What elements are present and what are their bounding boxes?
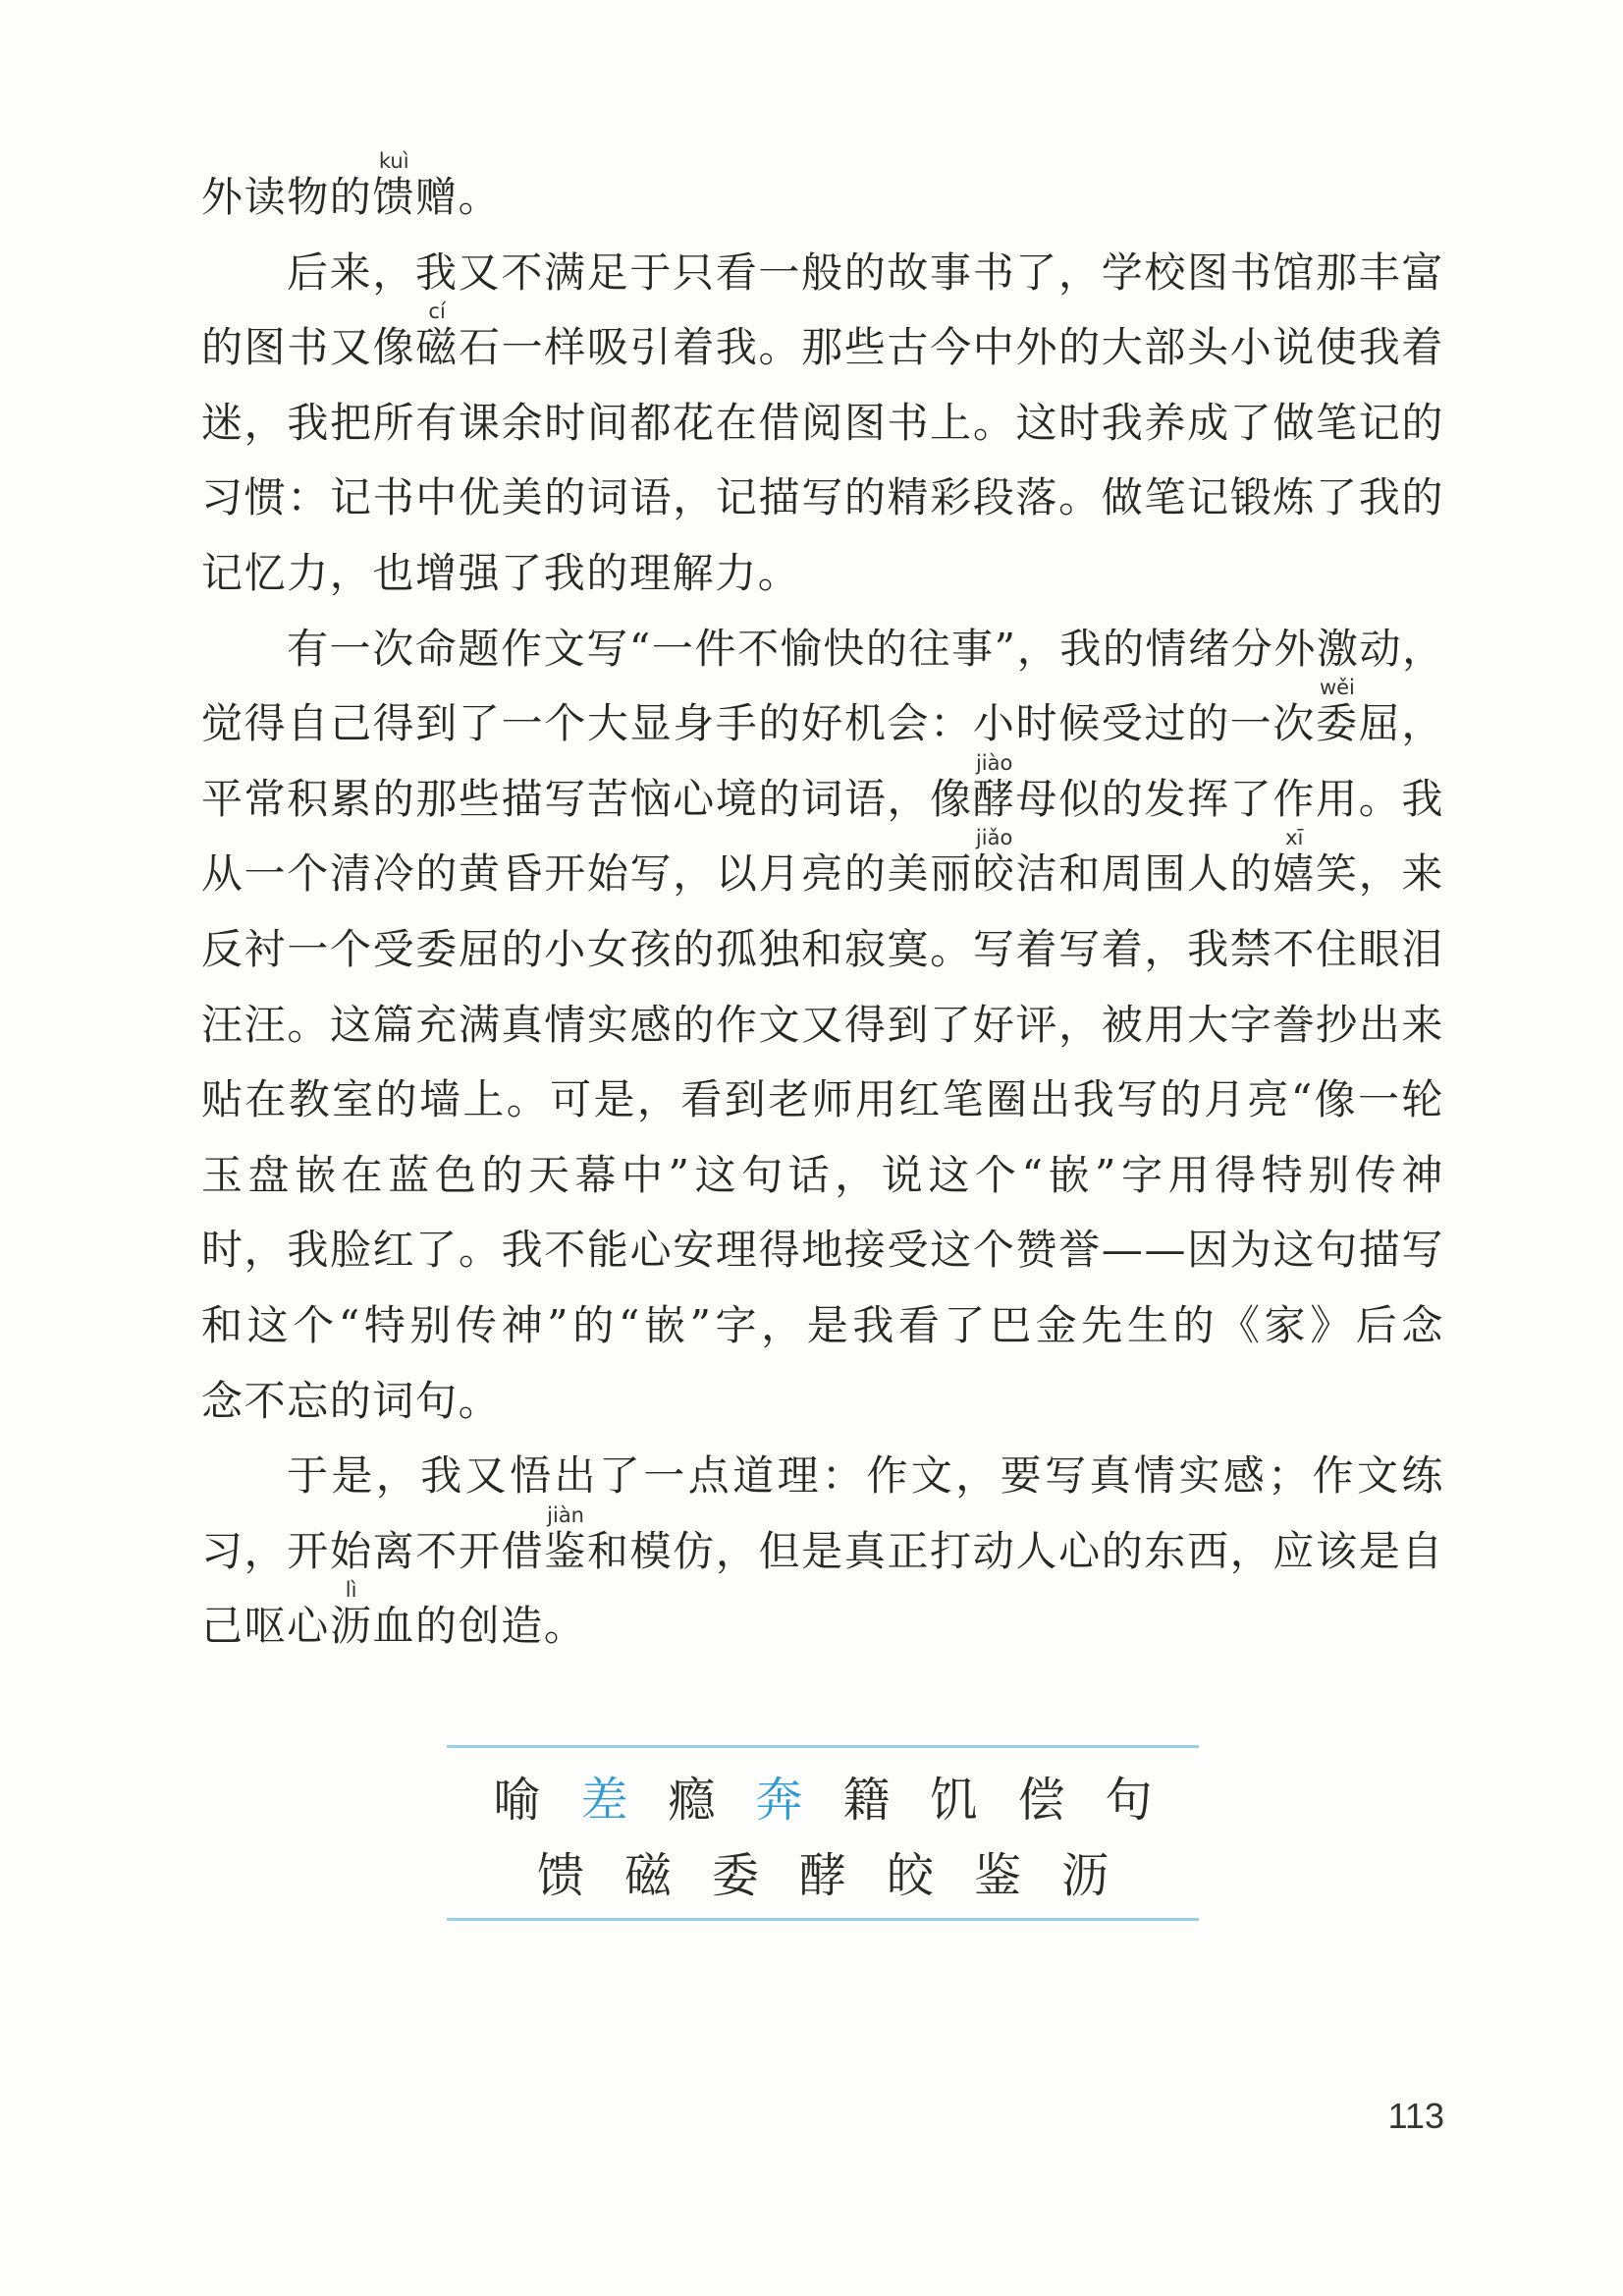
text-run: 己呕心: [201, 1602, 330, 1651]
text-line: [201, 149, 1444, 236]
text-line: [201, 1503, 1444, 1590]
annotated-character: [372, 149, 416, 221]
pinyin-annotation: jiàn: [547, 1503, 585, 1527]
text-run: 笑，来: [1316, 849, 1444, 899]
pinyin-annotation: cí: [428, 300, 446, 324]
text-run: 汪汪。这篇充满真情实感的作文又得到了好评，被用大字誊抄出来: [201, 1000, 1444, 1049]
annotated-character: [415, 300, 459, 372]
text-run: 和模仿，但是真正打动人心的东西，应该是自: [586, 1526, 1444, 1575]
text-run: 平常积累的那些描写苦恼心境的词语，像: [201, 774, 973, 823]
annotated-character: [1316, 676, 1359, 748]
annotated-character-text: 磁: [415, 323, 459, 372]
text-run: 石一样吸引着我。那些古今中外的大部头小说使我着: [458, 323, 1444, 372]
text-run: 念不忘的词句。: [201, 1376, 502, 1425]
vocabulary-character: 奔: [755, 1773, 803, 1828]
annotated-character-text: 委: [1316, 699, 1359, 748]
annotated-character: [329, 1578, 373, 1651]
text-run: 迷，我把所有课余时间都花在借阅图书上。这时我养成了做笔记的: [201, 398, 1444, 447]
text-line: [201, 912, 1444, 988]
paragraph: [201, 149, 1444, 236]
text-run: 时，我脸红了。我不能心安理得地接受这个赞誉——因为这句描写: [201, 1226, 1444, 1275]
text-line: [201, 826, 1444, 912]
text-run: 的图书又像: [201, 323, 416, 372]
text-line: [201, 750, 1444, 838]
text-line: [201, 536, 1444, 612]
annotated-character-text: 皎: [972, 849, 1016, 899]
text-line: [201, 1138, 1444, 1214]
vocabulary-character: 瘾: [668, 1773, 716, 1828]
paragraph: [201, 1439, 1444, 1665]
text-line: [201, 386, 1444, 462]
text-line: [201, 1288, 1444, 1364]
annotated-character: [1272, 826, 1317, 899]
paragraph: [201, 236, 1444, 612]
text-run: 贴在教室的墙上。可是，看到老师用红笔圈出我写的月亮“像一轮: [201, 1075, 1444, 1124]
paragraph: [201, 612, 1444, 1440]
vocabulary-row: [447, 1763, 1199, 1838]
text-line: [201, 1578, 1444, 1665]
text-line: [201, 1063, 1444, 1138]
pinyin-annotation: lì: [345, 1578, 357, 1603]
text-run: 后来，我又不满足于只看一般的故事书了，学校图书馆那丰富: [287, 247, 1444, 297]
text-line: [201, 612, 1444, 687]
annotated-character-text: 酵: [972, 774, 1016, 823]
text-run: 和这个“特别传神”的“嵌”字，是我看了巴金先生的《家》后念: [201, 1300, 1444, 1349]
text-run: 赠。: [415, 173, 502, 221]
text-line: [201, 461, 1444, 536]
new-characters-box: [447, 1745, 1199, 1921]
text-line: [201, 676, 1445, 762]
text-line: [201, 300, 1444, 386]
text-line: [201, 1213, 1444, 1288]
vocabulary-character: 差: [580, 1773, 628, 1828]
text-run: 洁和周围人的: [1015, 849, 1273, 899]
annotated-character: [544, 1503, 587, 1575]
annotated-character-text: 嬉: [1272, 849, 1317, 899]
body-text: [201, 149, 1445, 1665]
vocabulary-character: 籍: [842, 1773, 891, 1828]
page-number: 113: [1387, 2096, 1444, 2136]
text-run: 外读物的: [201, 173, 373, 221]
text-run: 反衬一个受委屈的小女孩的孤独和寂寞。写着写着，我禁不住眼泪: [201, 924, 1444, 973]
text-run: 习惯：记书中优美的词语，记描写的精彩段落。做笔记锻炼了我的: [201, 473, 1444, 522]
annotated-character: [972, 826, 1016, 899]
vocabulary-character: 磁: [623, 1848, 672, 1903]
annotated-character-text: 鉴: [544, 1526, 587, 1575]
text-line: [201, 236, 1444, 311]
vocabulary-character: 皎: [886, 1848, 934, 1903]
vocabulary-character: 委: [711, 1848, 759, 1903]
text-line: [201, 988, 1444, 1064]
vocabulary-character: 句: [1105, 1773, 1153, 1828]
pinyin-annotation: kuì: [378, 149, 409, 173]
text-run: 有一次命题作文写“一件不愉快的往事”，我的情绪分外激动，: [287, 624, 1445, 673]
text-run: 习，开始离不开借: [201, 1526, 545, 1575]
vocabulary-character: 饥: [930, 1773, 978, 1828]
text-run: 玉盘嵌在蓝色的天幕中”这句话，说这个“嵌”字用得特别传神: [201, 1150, 1444, 1199]
vocabulary-character: 喻: [493, 1773, 541, 1828]
text-run: 觉得自己得到了一个大显身手的好机会：小时候受过的一次: [201, 699, 1317, 748]
vocabulary-row: [447, 1838, 1199, 1914]
pinyin-annotation: jiǎo: [975, 826, 1013, 850]
text-run: 记忆力，也增强了我的理解力。: [201, 548, 801, 597]
vocabulary-character: 馈: [536, 1848, 584, 1903]
annotated-character-text: 馈: [372, 173, 416, 221]
annotated-character: [972, 750, 1016, 823]
text-run: 于是，我又悟出了一点道理：作文，要写真情实感；作文练: [287, 1451, 1444, 1501]
pinyin-annotation: jiào: [975, 750, 1013, 775]
text-line: [201, 1439, 1444, 1514]
text-line: [201, 1364, 1444, 1440]
text-run: 屈，: [1358, 699, 1445, 748]
vocabulary-character: 鉴: [973, 1848, 1021, 1903]
vocabulary-character: 偿: [1017, 1773, 1065, 1828]
vocabulary-character: 沥: [1060, 1848, 1109, 1903]
annotated-character-text: 沥: [329, 1602, 373, 1651]
text-run: 母似的发挥了作用。我: [1015, 774, 1444, 823]
text-run: 从一个清冷的黄昏开始写，以月亮的美丽: [201, 849, 973, 899]
text-run: 血的创造。: [372, 1602, 587, 1651]
vocabulary-character: 酵: [798, 1848, 846, 1903]
pinyin-annotation: xī: [1285, 826, 1304, 850]
pinyin-annotation: wěi: [1319, 676, 1355, 700]
